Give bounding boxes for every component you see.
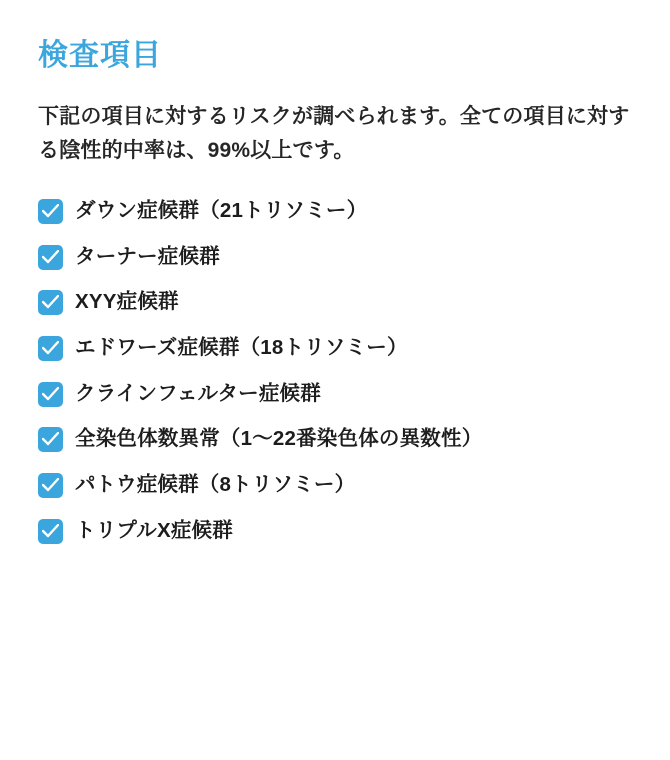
- list-item[interactable]: [38, 198, 634, 225]
- checkbox-checked-icon[interactable]: [38, 427, 63, 452]
- list-item-label: ターナー症候群: [75, 244, 220, 268]
- list-item[interactable]: [38, 426, 634, 453]
- checkbox-checked-icon[interactable]: [38, 245, 63, 270]
- list-item-label: XYY症候群: [75, 290, 179, 314]
- checkbox-checked-icon[interactable]: [38, 519, 63, 544]
- list-item[interactable]: [38, 472, 634, 499]
- checkbox-checked-icon[interactable]: [38, 336, 63, 361]
- checkbox-checked-icon[interactable]: [38, 473, 63, 498]
- list-item-label: 全染色体数異常（1〜22番染色体の異数性）: [75, 427, 483, 451]
- list-item[interactable]: [38, 518, 634, 545]
- list-item-label: ダウン症候群（21トリソミー）: [75, 199, 368, 223]
- list-item-label: トリプルX症候群: [75, 518, 233, 542]
- list-item[interactable]: [38, 381, 634, 408]
- checkbox-checked-icon[interactable]: [38, 199, 63, 224]
- checkbox-checked-icon[interactable]: [38, 290, 63, 315]
- list-item-label: パトウ症候群（8トリソミー）: [75, 472, 356, 496]
- test-items-list: [38, 198, 634, 544]
- list-item[interactable]: [38, 335, 634, 362]
- card-description: 下記の項目に対するリスクが調べられます。全ての項目に対する陰性的中率は、99%以上です。: [38, 105, 630, 163]
- list-item[interactable]: [38, 289, 634, 316]
- list-item[interactable]: [38, 244, 634, 271]
- list-item-label: エドワーズ症候群（18トリソミー）: [75, 335, 408, 359]
- checkbox-checked-icon[interactable]: [38, 382, 63, 407]
- page-title: 検査項目: [38, 39, 162, 72]
- list-item-label: クラインフェルター症候群: [75, 381, 321, 405]
